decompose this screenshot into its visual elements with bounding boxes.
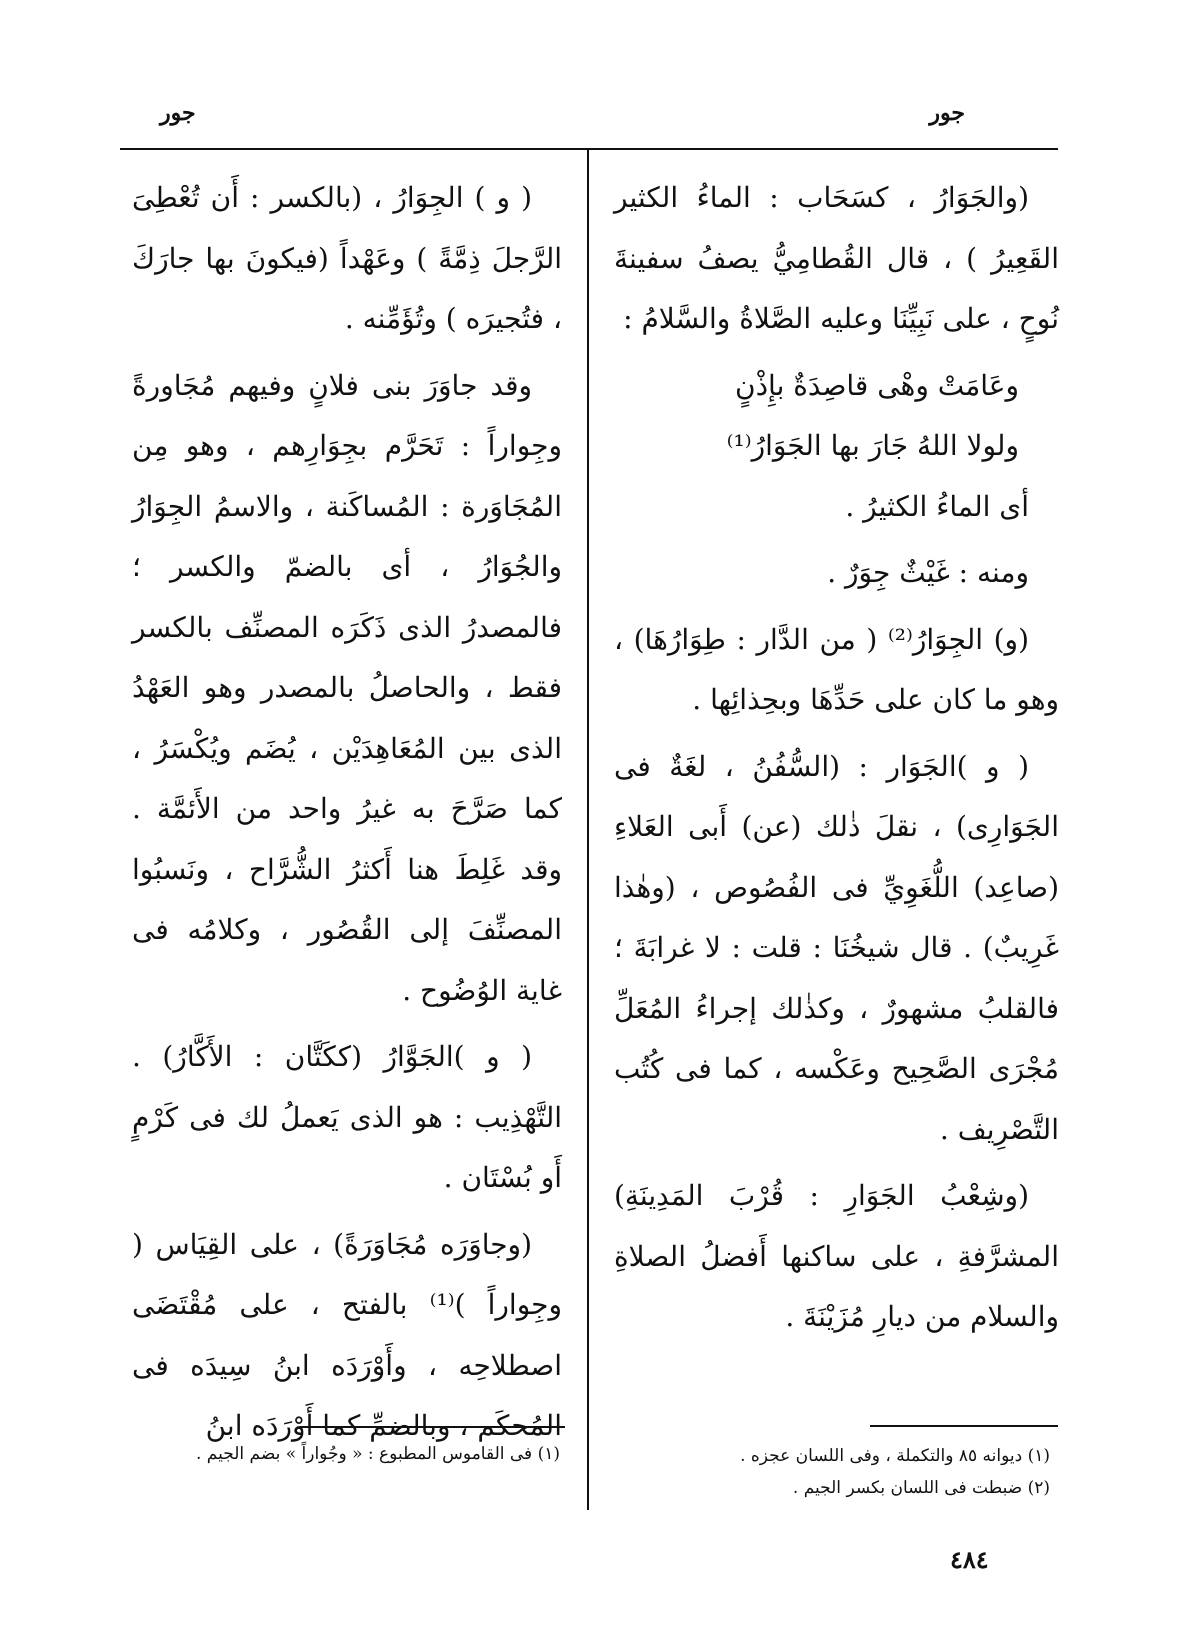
- footnote: (١) ديوانه ٨٥ والتكملة ، وفى اللسان عجزه .: [740, 1446, 1050, 1466]
- verse-hemistich-2: ولولا اللهُ جَارَ بها الجَوَارُ⁽¹⁾: [726, 429, 1019, 462]
- column-divider: [587, 150, 589, 1510]
- entry-paragraph: ( و ) الجِوَارُ ، (بالكسر : أَن تُعْطِىَ الرَّجلَ ذِمَّةً ) وعَهْداً (فيكونَ بها جارَكَ ، فتُجيرَه ) وتُؤَمِّنه .: [132, 181, 562, 335]
- running-head-right: جور: [929, 100, 965, 126]
- footnote: (٢) ضبطت فى اللسان بكسر الجيم .: [792, 1478, 1050, 1498]
- poetry-verse: [614, 356, 1059, 477]
- entry-paragraph: وقد جاوَرَ بنى فلانٍ وفيهم مُجَاورةً وجِواراً : تَحَرَّم بجِوَارِهم ، وهو مِن المُجَاوَرة : المُساكَنة ، والاسمُ الجِوَارُ والجُوَارُ ، أى بالضمّ والكسر ؛ فالمصدرُ الذى ذَكَرَه المصنِّف بالكسر فقط ، والحاصلُ بالمصدر وهو العَهْدُ الذى بين المُعَاهِدَيْن ، يُضَم ويُكْسَرُ ، كما صَرَّحَ به غيرُ واحد من الأَئمَّة . وقد غَلِطَ هنا أَكثرُ الشُّرَّاح ، ونَسبُوا المصنِّفَ إلى القُصُور ، وكلامُه فى غاية الوُضُوح .: [132, 368, 562, 1007]
- page-number: ٤٨٤: [950, 1545, 989, 1574]
- footnote: (١) فى القاموس المطبوع : « وجُواراً » بضم الجيم .: [196, 1444, 560, 1464]
- right-column: [614, 168, 1059, 1354]
- left-column: [132, 168, 562, 1463]
- entry-paragraph: (وجاوَرَه مُجَاوَرَةً) ، على القِيَاس ( وجِواراً )⁽¹⁾ بالفتح ، على مُقْتَضَى اصطلاحِه ، وأَوْرَدَه ابنُ سِيدَه فى المُحكَم ، وبالضمِّ كما أَوْرَدَه ابنُ: [132, 1227, 562, 1442]
- running-head-left: جور: [160, 100, 196, 126]
- entry-paragraph: ( و )الجَوَّارُ (ككَتَّان : الأَكَّارُ) . التَّهْذِيب : هو الذى يَعملُ لك فى كَرْمٍ أَو بُسْتَان .: [132, 1040, 562, 1194]
- footnote-rule-left: [300, 1426, 565, 1428]
- footnotes-right: [690, 1440, 1050, 1504]
- footnote-rule-right: [870, 1425, 1058, 1427]
- entry-paragraph: أى الماءُ الكثيرُ .: [845, 489, 1029, 523]
- entry-paragraph: ( و )الجَوَار : (السُّفُنُ ، لغَةٌ فى الجَوَارِى) ، نقلَ ذٰلك (عن) أَبى العَلاءِ (صاعِد) اللُّغَوِيِّ فى الفُصُوص ، (وهٰذا غَرِيبٌ) . قال شيخُنَا : قلت : لا غرابَةَ ؛ فالقلبُ مشهورٌ ، وكذٰلك إجراءُ المُعَلِّ مُجْرَى الصَّحِيح وعَكْسه ، كما فى كُتُب التَّصْرِيف .: [614, 749, 1059, 1146]
- entry-paragraph: (وشِعْبُ الجَوَارِ : قُرْبَ المَدِينَةِ) المشرَّفةِ ، على ساكنها أَفضلُ الصلاةِ والسلام من ديارِ مُزَيْنَةَ .: [614, 1179, 1059, 1333]
- header-rule: [120, 148, 1058, 150]
- footnotes-left: [135, 1438, 560, 1470]
- entry-paragraph: ومنه : غَيْثٌ جِوَرٌ .: [827, 556, 1029, 589]
- entry-paragraph: (و) الجِوَارُ⁽²⁾ ( من الدَّار : طِوَارُهَا) ، وهو ما كان على حَدِّهَا وبحِذائِها .: [614, 622, 1059, 716]
- entry-paragraph: (والجَوَارُ ، كسَحَاب : الماءُ الكثير القَعِيرُ ) ، قال القُطامِيُّ يصفُ سفينةَ نُوحٍ ، على نَبِيِّنَا وعليه الصَّلاةُ والسَّلامُ :: [614, 181, 1059, 335]
- verse-hemistich-1: وعَامَتْ وهْى قاصِدَةٌ بإِذْنٍ: [735, 368, 1019, 402]
